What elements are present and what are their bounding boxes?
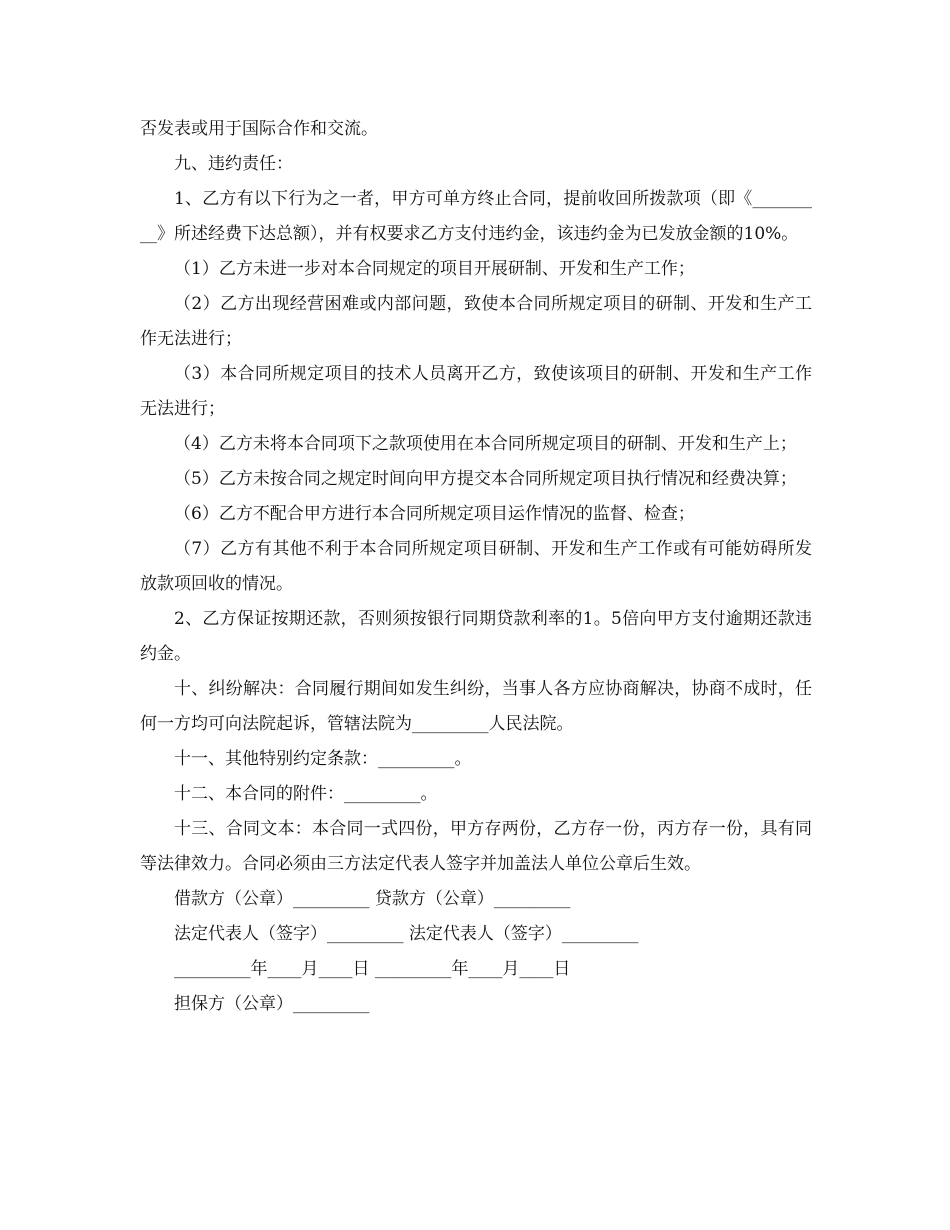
- section-11-special-terms: 十一、其他特别约定条款：_________。: [174, 749, 472, 769]
- clause-9-1-item-4: （4）乙方未将本合同项下之款项使用在本合同所规定项目的研制、开发和生产上；: [174, 434, 797, 454]
- clause-9-1-item-1: （1）乙方未进一步对本合同规定的项目开展研制、开发和生产工作；: [174, 259, 695, 279]
- clause-9-1-item-2: （2）乙方出现经营困难或内部问题，致使本合同所规定项目的研制、开发和生产工作无法进行；: [140, 294, 812, 349]
- clause-9-1: 1、乙方有以下行为之一者，甲方可单方终止合同，提前收回所拨款项（即《_________》所述经费下达总额），并有权要求乙方支付违约金，该违约金为已发放金额的10%。: [140, 189, 812, 244]
- signature-line-guarantor: 担保方（公章）_________: [174, 994, 370, 1014]
- paragraph-continuation: 否发表或用于国际合作和交流。: [140, 119, 378, 139]
- document-body: [140, 112, 812, 1022]
- clause-9-1-item-3: （3）本合同所规定项目的技术人员离开乙方，致使该项目的研制、开发和生产工作无法进行；: [140, 364, 812, 419]
- section-13-contract-copies: 十三、合同文本：本合同一式四份，甲方存两份，乙方存一份，丙方存一份，具有同等法律效力。合同必须由三方法定代表人签字并加盖法人单位公章后生效。: [140, 819, 812, 874]
- section-12-attachments: 十二、本合同的附件：_________。: [174, 784, 438, 804]
- signature-line-dates: _________年____月____日 _________年____月____日: [174, 959, 571, 979]
- clause-9-1-item-7: （7）乙方有其他不利于本合同所规定项目研制、开发和生产工作或有可能妨碍所发放款项回收的情况。: [140, 539, 812, 594]
- clause-9-1-item-6: （6）乙方不配合甲方进行本合同所规定项目运作情况的监督、检查；: [174, 504, 695, 524]
- signature-line-borrower-lender: 借款方（公章）_________ 贷款方（公章）_________: [174, 889, 571, 909]
- section-9-heading: 九、违约责任：: [174, 154, 293, 174]
- clause-9-1-item-5: （5）乙方未按合同之规定时间向甲方提交本合同所规定项目执行情况和经费决算；: [174, 469, 797, 489]
- clause-9-2: 2、乙方保证按期还款，否则须按银行同期贷款利率的1。5倍向甲方支付逾期还款违约金。: [140, 609, 812, 664]
- section-10-dispute: 十、纠纷解决：合同履行期间如发生纠纷，当事人各方应协商解决，协商不成时，任何一方均可向法院起诉，管辖法院为_________人民法院。: [140, 679, 812, 734]
- signature-line-legal-representatives: 法定代表人（签字）_________ 法定代表人（签字）_________: [174, 924, 639, 944]
